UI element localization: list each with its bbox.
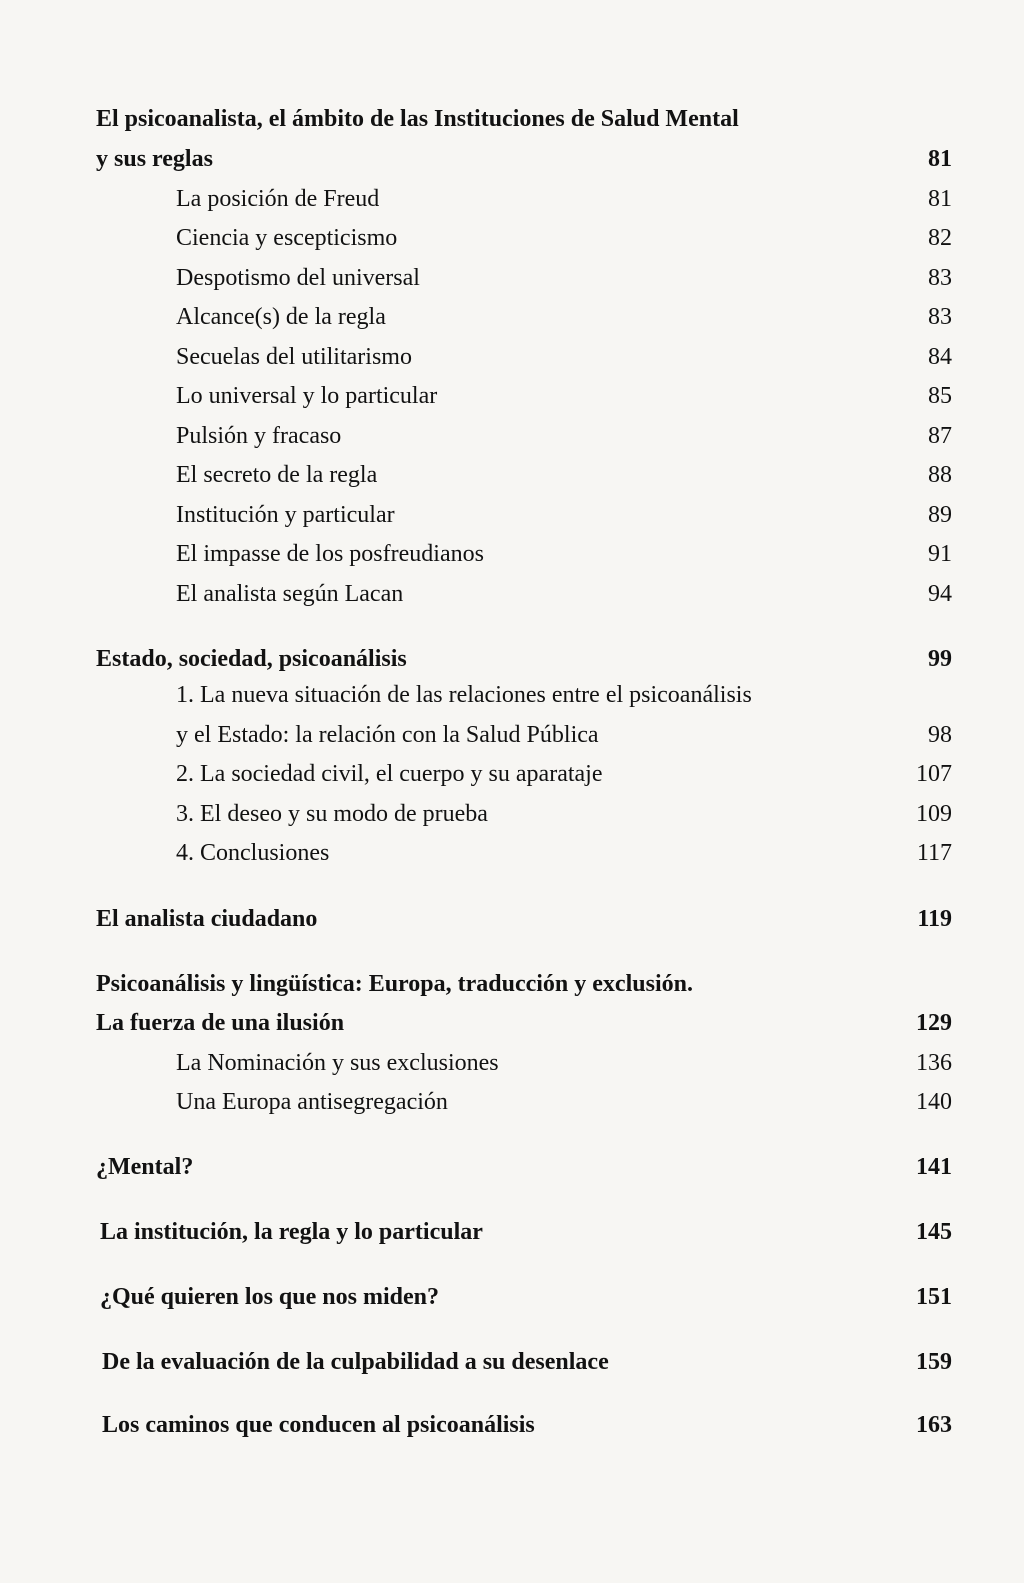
toc-entry-page: 109 xyxy=(916,801,952,827)
toc-entry-title: ¿Qué quieren los que nos miden? xyxy=(100,1284,439,1310)
toc-entry-title: El psicoanalista, el ámbito de las Instituciones de Salud Mental xyxy=(96,106,739,132)
toc-entry-title: Secuelas del utilitarismo xyxy=(176,344,412,370)
toc-entry xyxy=(0,676,1024,714)
toc-entry-page: 99 xyxy=(928,646,952,672)
toc-entry xyxy=(0,140,1024,178)
toc-entry-title: y sus reglas xyxy=(96,146,213,172)
toc-entry xyxy=(0,298,1024,336)
toc-entry-page: 88 xyxy=(928,462,952,488)
toc-entry xyxy=(0,755,1024,793)
toc-entry-title: 1. La nueva situación de las relaciones entre el psicoanálisis xyxy=(176,682,752,708)
toc-entry-page: 81 xyxy=(928,186,952,212)
toc-entry-page: 81 xyxy=(928,146,952,172)
toc-entry xyxy=(0,640,1024,678)
toc-entry-page: 151 xyxy=(916,1284,952,1310)
toc-entry-title: La posición de Freud xyxy=(176,186,380,212)
toc-entry-title: Una Europa antisegregación xyxy=(176,1089,448,1115)
toc-entry-page: 117 xyxy=(916,840,952,866)
toc-entry-title: Lo universal y lo particular xyxy=(176,383,438,409)
toc-entry-title: Alcance(s) de la regla xyxy=(176,304,386,330)
toc-entry-page: 91 xyxy=(928,541,952,567)
toc-entry xyxy=(0,795,1024,833)
toc-entry-page: 136 xyxy=(916,1050,952,1076)
toc-entry xyxy=(0,1406,1024,1444)
toc-entry-title: El impasse de los posfreudianos xyxy=(176,541,484,567)
toc-entry xyxy=(0,716,1024,754)
toc-entry xyxy=(0,965,1024,1003)
toc-entry-title: El secreto de la regla xyxy=(176,462,378,488)
toc-entry-title: El analista ciudadano xyxy=(96,906,318,932)
toc-entry-page: 141 xyxy=(916,1154,952,1180)
toc-entry-title: Ciencia y escepticismo xyxy=(176,225,398,251)
toc-entry xyxy=(0,219,1024,257)
toc-entry-page: 83 xyxy=(928,265,952,291)
toc-entry-title: 4. Conclusiones xyxy=(176,840,330,866)
toc-entry xyxy=(0,1148,1024,1186)
toc-entry xyxy=(0,900,1024,938)
toc-entry xyxy=(0,1213,1024,1251)
toc-entry-page: 98 xyxy=(928,722,952,748)
toc-entry-page: 83 xyxy=(928,304,952,330)
toc-entry-title: La fuerza de una ilusión xyxy=(96,1010,345,1036)
toc-entry xyxy=(0,417,1024,455)
toc-entry-title: La Nominación y sus exclusiones xyxy=(176,1050,499,1076)
toc-entry xyxy=(0,180,1024,218)
toc-entry xyxy=(0,575,1024,613)
toc-entry-title: y el Estado: la relación con la Salud Pública xyxy=(176,722,599,748)
toc-entry-page: 159 xyxy=(916,1349,952,1375)
toc-entry-page: 89 xyxy=(928,502,952,528)
toc-entry-page: 145 xyxy=(916,1219,952,1245)
toc-entry-title: Institución y particular xyxy=(176,502,395,528)
toc-entry xyxy=(0,1083,1024,1121)
toc-entry xyxy=(0,496,1024,534)
toc-entry-page: 84 xyxy=(928,344,952,370)
toc-entry-page: 119 xyxy=(917,906,952,932)
toc-entry-page: 82 xyxy=(928,225,952,251)
toc-entry-page: 87 xyxy=(928,423,952,449)
toc-entry-page: 85 xyxy=(928,383,952,409)
toc-entry xyxy=(0,456,1024,494)
toc-entry xyxy=(0,1278,1024,1316)
toc-entry-page: 163 xyxy=(916,1412,952,1438)
toc-entry xyxy=(0,1343,1024,1381)
toc-entry-title: Despotismo del universal xyxy=(176,265,420,291)
toc-entry xyxy=(0,834,1024,872)
toc-entry-page: 94 xyxy=(928,581,952,607)
toc-entry xyxy=(0,1004,1024,1042)
toc-entry-page: 140 xyxy=(916,1089,952,1115)
toc-entry xyxy=(0,377,1024,415)
toc-entry-title: Estado, sociedad, psicoanálisis xyxy=(96,646,407,672)
toc-entry xyxy=(0,259,1024,297)
toc-entry-title: ¿Mental? xyxy=(96,1154,194,1180)
toc-entry-title: De la evaluación de la culpabilidad a su desenlace xyxy=(102,1349,609,1375)
toc-entry-page: 129 xyxy=(916,1010,952,1036)
toc-entry-page: 107 xyxy=(916,761,952,787)
toc-entry xyxy=(0,535,1024,573)
toc-entry-title: Los caminos que conducen al psicoanálisis xyxy=(102,1412,535,1438)
toc-entry-title: 3. El deseo y su modo de prueba xyxy=(176,801,488,827)
toc-entry xyxy=(0,1044,1024,1082)
toc-entry xyxy=(0,100,1024,138)
toc-entry-title: Pulsión y fracaso xyxy=(176,423,342,449)
toc-entry-title: El analista según Lacan xyxy=(176,581,404,607)
toc-entry-title: Psicoanálisis y lingüística: Europa, traducción y exclusión. xyxy=(96,971,693,997)
toc-entry-title: La institución, la regla y lo particular xyxy=(100,1219,483,1245)
toc-entry xyxy=(0,338,1024,376)
toc-entry-title: 2. La sociedad civil, el cuerpo y su aparataje xyxy=(176,761,603,787)
